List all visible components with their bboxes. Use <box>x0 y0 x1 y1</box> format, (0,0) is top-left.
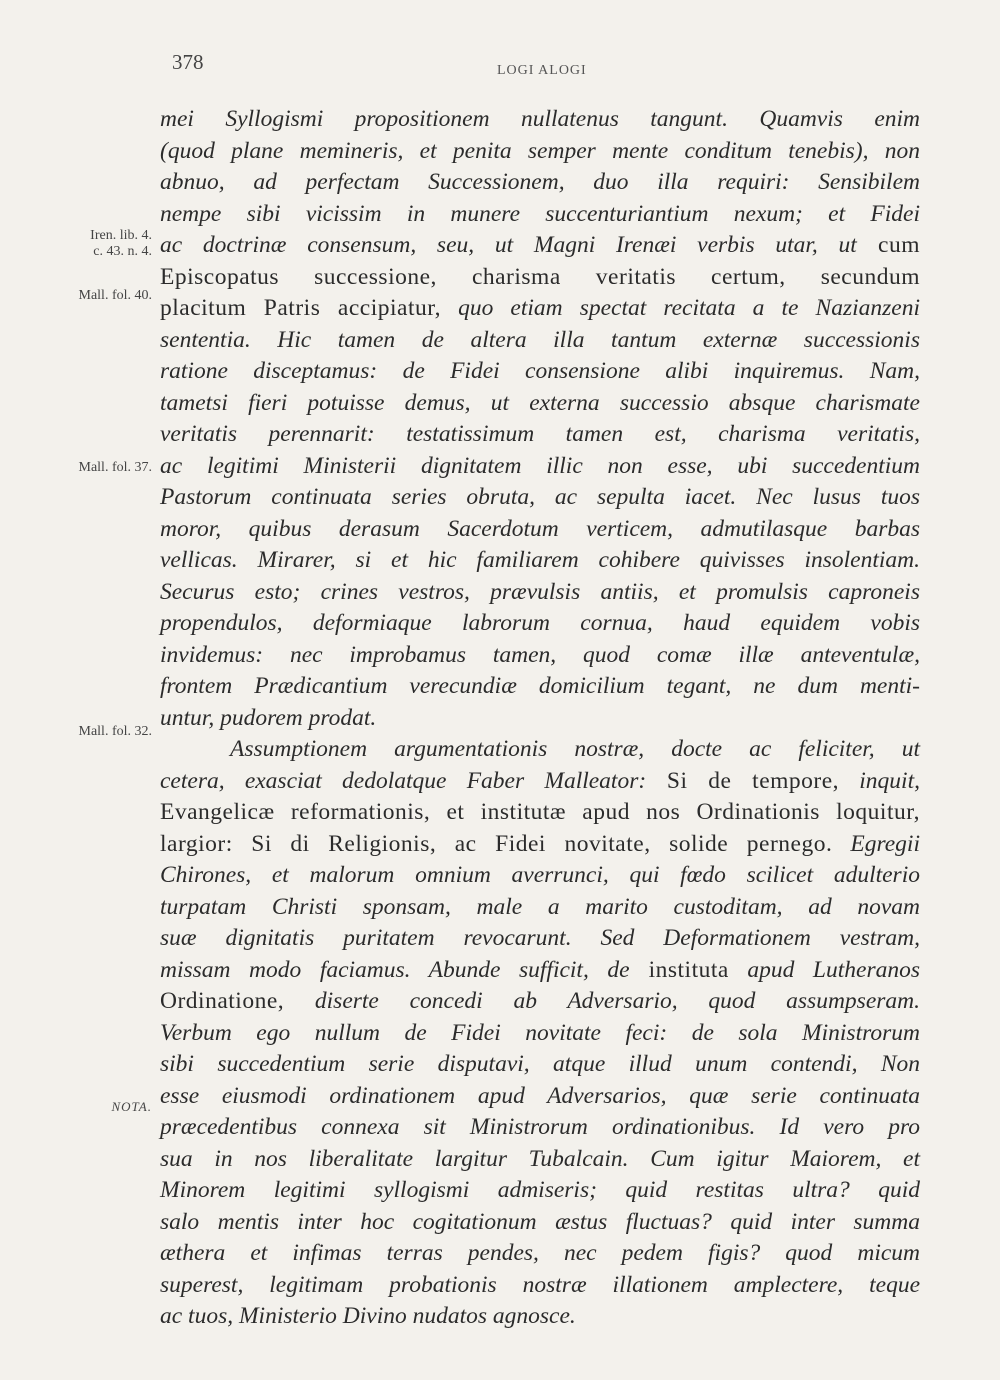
text-line: turpatam Christi sponsam, male a marito custoditam, ad novam <box>160 893 920 920</box>
text-line: (quod plane memineris, et penita semper mente conditum tenebis), non <box>160 137 920 164</box>
text-line: superest, legitimam probationis nostræ illationem amplectere, teque <box>160 1271 920 1298</box>
text-line: Verbum ego nullum de Fidei novitate feci: de sola Ministrorum <box>160 1019 920 1046</box>
text-line: sua in nos liberalitate largitur Tubalcain. Cum igitur Maiorem, et <box>160 1145 920 1172</box>
text-line: largior: Si di Religionis, ac Fidei novitate, solide pernego. Egregii <box>160 830 920 857</box>
text-line: Chirones, et malorum omnium averrunci, qui fœdo scilicet adulterio <box>160 862 920 888</box>
margin-note-nota: NOTA. <box>111 1099 152 1114</box>
text-line: invidemus: nec improbamus tamen, quod comæ illæ anteventulæ, <box>160 641 920 668</box>
text-line: untur, pudorem prodat. <box>160 704 377 731</box>
margin-note-mall-37: Mall. fol. 37. <box>78 460 152 475</box>
text-line: placitum Patris accipiatur, quo etiam spectat recitata a te Nazianzeni <box>160 295 920 321</box>
text-line: missam modo faciamus. Abunde sufficit, de instituta apud Lutheranos <box>160 956 920 983</box>
margin-note-line: Iren. lib. 4. <box>90 228 152 243</box>
text-line: vellicas. Mirarer, si et hic familiarem cohibere quivisses insolentiam. <box>160 547 920 573</box>
text-line: Episcopatus successione, charisma veritatis certum, secundum <box>160 263 920 290</box>
text-line: Securus esto; crines vestros, prævulsis antiis, et promulsis caproneis <box>160 578 920 605</box>
text-line-paragraph-start: Assumptionem argumentationis nostræ, docte ac feliciter, ut <box>230 736 920 762</box>
text-line: ac legitimi Ministerii dignitatem illic non esse, ubi succedentium <box>160 452 920 479</box>
margin-note-line: c. 43. n. 4. <box>93 244 152 259</box>
text-line: mei Syllogismi propositionem nullatenus tangunt. Quamvis enim <box>160 106 920 132</box>
running-head: LOGI ALOGI <box>497 63 587 78</box>
margin-note-mall-32: Mall. fol. 32. <box>78 724 152 739</box>
text-line: æthera et infimas terras pendes, nec pedem figis? quod micum <box>160 1240 920 1266</box>
body-text <box>160 104 920 1333</box>
text-line: Pastorum continuata series obruta, ac sepulta iacet. Nec lusus tuos <box>160 484 920 510</box>
text-line: propendulos, deformiaque labrorum cornua, haud equidem vobis <box>160 610 920 636</box>
page-number: 378 <box>172 50 204 74</box>
text-line: ratione disceptamus: de Fidei consensione alibi inquiremus. Nam, <box>160 358 920 384</box>
text-line: Minorem legitimi syllogismi admiseris; quid restitas ultra? quid <box>160 1177 920 1203</box>
text-line: sententia. Hic tamen de altera illa tantum externæ successionis <box>160 326 920 353</box>
text-line: sibi succedentium serie disputavi, atque illud unum contendi, Non <box>160 1051 920 1077</box>
text-line: cetera, exasciat dedolatque Faber Malleator: Si de tempore, inquit, <box>160 767 920 794</box>
text-line: Evangelicæ reformationis, et institutæ apud nos Ordinationis loquitur, <box>160 799 920 825</box>
margin-note-mall-40: Mall. fol. 40. <box>78 288 152 303</box>
text-line: præcedentibus connexa sit Ministrorum ordinationibus. Id vero pro <box>160 1114 920 1140</box>
text-line: moror, quibus derasum Sacerdotum verticem, admutilasque barbas <box>160 515 920 542</box>
text-line: ac tuos, Ministerio Divino nudatos agnosce. <box>160 1303 576 1329</box>
text-line: frontem Prædicantium verecundiæ domicilium tegant, ne dum menti- <box>160 673 920 699</box>
text-line: veritatis perennarit: testatissimum tamen est, charisma veritatis, <box>160 421 920 447</box>
text-line: abnuo, ad perfectam Successionem, duo illa requiri: Sensibilem <box>160 169 920 195</box>
text-line: Ordinatione, diserte concedi ab Adversario, quod assumpseram. <box>160 988 920 1014</box>
text-line: esse eiusmodi ordinationem apud Adversarios, quæ serie continuata <box>160 1082 920 1109</box>
text-line: ac doctrinæ consensum, seu, ut Magni Irenæi verbis utar, ut cum <box>160 232 920 258</box>
text-line: nempe sibi vicissim in munere succenturiantium nexum; et Fidei <box>160 200 920 227</box>
margin-note-irenaeus <box>60 228 152 260</box>
text-line: tametsi fieri potuisse demus, ut externa successio absque charismate <box>160 389 920 416</box>
text-line: salo mentis inter hoc cogitationum æstus fluctuas? quid inter summa <box>160 1208 920 1235</box>
text-line: suæ dignitatis puritatem revocarunt. Sed Deformationem vestram, <box>160 925 920 951</box>
